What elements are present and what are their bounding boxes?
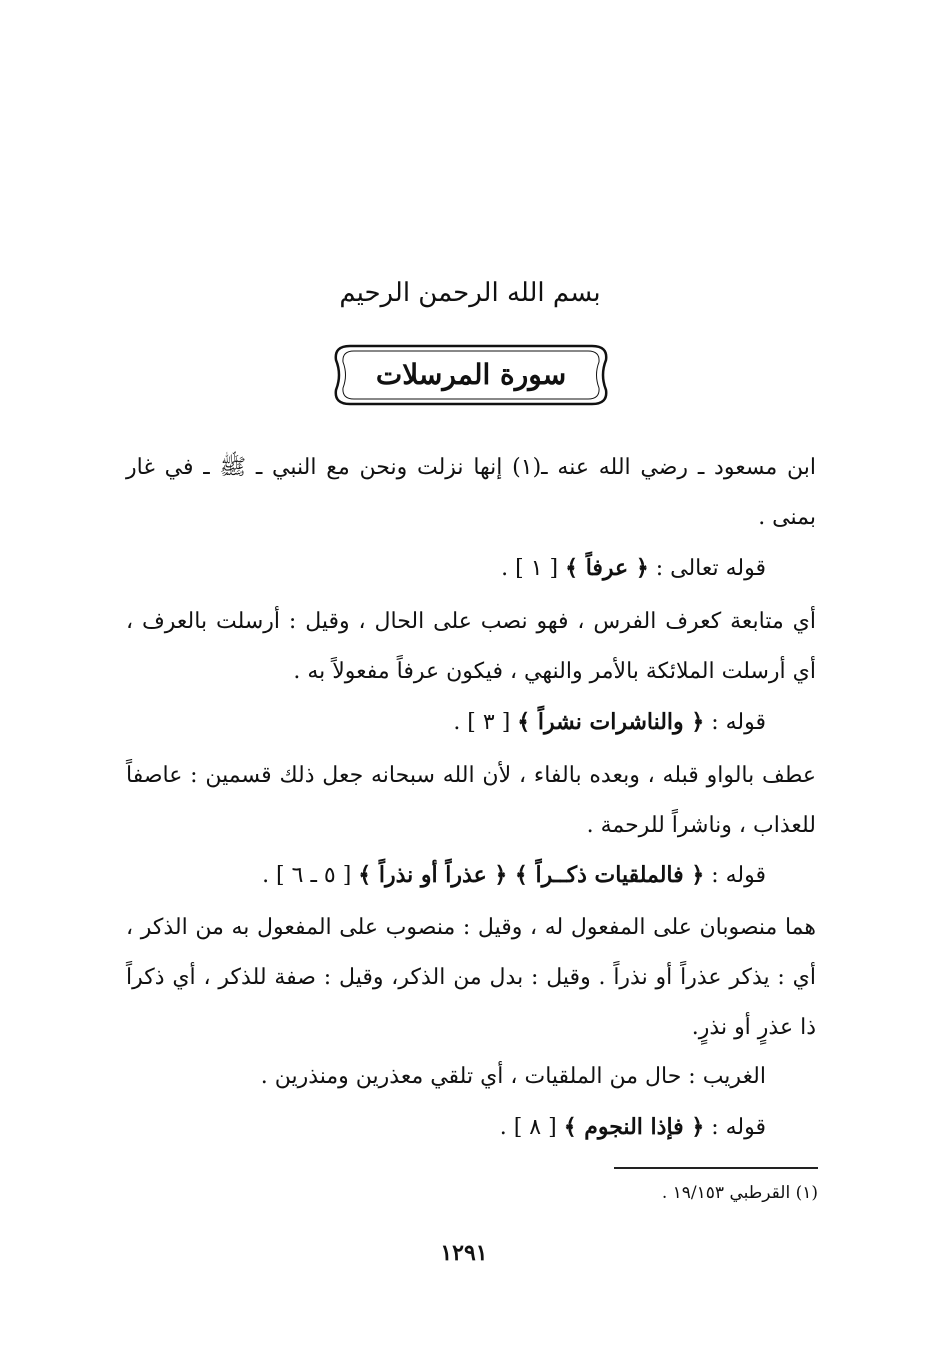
- verse-line-4: [126, 1107, 766, 1148]
- verse-prefix: قوله :: [704, 1115, 766, 1140]
- paragraph-gharib: الغريب : حال من الملقيات ، أي تلقي معذرين ومنذرين .: [260, 1064, 766, 1089]
- page-number: ١٢٩١: [440, 1240, 488, 1266]
- paragraph-commentary-3: هما منصوبان على المفعول له ، وقيل : منصوب على المفعول به من الذكر ، أي : يذكر عذراً أو نذراً . وقيل : بدل من الذكر، وقيل : صفة للذكر ، أي ذكراً ذا عذرٍ أو نذرٍ.: [126, 915, 817, 1040]
- paragraph-intro: ابن مسعود ـ رضي الله عنه ـ(١) إنها نزلت ونحن مع النبي ـ ﷺ ـ في غار بمنى .: [126, 455, 816, 530]
- verse-ref: [ ٥ ـ ٦ ] .: [262, 863, 359, 888]
- verse-ref: [ ٣ ] .: [453, 710, 518, 735]
- verse-ref: [ ٨ ] .: [499, 1115, 564, 1140]
- verse-ref: [ ١ ] .: [501, 556, 566, 581]
- surah-title: سورة المرسلات: [375, 358, 567, 391]
- basmala-heading: بسم الله الرحمن الرحيم: [339, 278, 601, 308]
- footnote: (١) القرطبي ١٩/١٥٣ .: [661, 1183, 818, 1203]
- verse-quote: ﴿ عرفاً ﴾: [565, 555, 649, 581]
- footnote-divider: [614, 1167, 818, 1169]
- verse-line-1: [126, 548, 766, 589]
- verse-quote: ﴿ فإذا النجوم ﴾: [563, 1114, 705, 1140]
- verse-line-2: [126, 702, 766, 743]
- verse-quote: ﴿ والناشرات نشراً ﴾: [517, 709, 705, 735]
- verse-prefix: قوله :: [704, 863, 766, 888]
- verse-line-3: [126, 855, 766, 896]
- paragraph-commentary-2: عطف بالواو قبله ، وبعده بالفاء ، لأن الله سبحانه جعل ذلك قسمين : عاصفاً للعذاب ، وناشراً للرحمة .: [126, 763, 816, 838]
- surah-title-frame: [330, 340, 612, 410]
- verse-quote: ﴿ فالملقيات ذكــراً ﴾ ﴿ عذراً أو نذراً ﴾: [358, 862, 705, 888]
- verse-prefix: قوله تعالى :: [648, 556, 766, 581]
- paragraph-commentary-1: أي متابعة كعرف الفرس ، فهو نصب على الحال ، وقيل : أرسلت بالعرف ، أي أرسلت الملائكة بالأمر والنهي ، فيكون عرفاً مفعولاً به .: [126, 609, 816, 684]
- verse-prefix: قوله :: [704, 710, 766, 735]
